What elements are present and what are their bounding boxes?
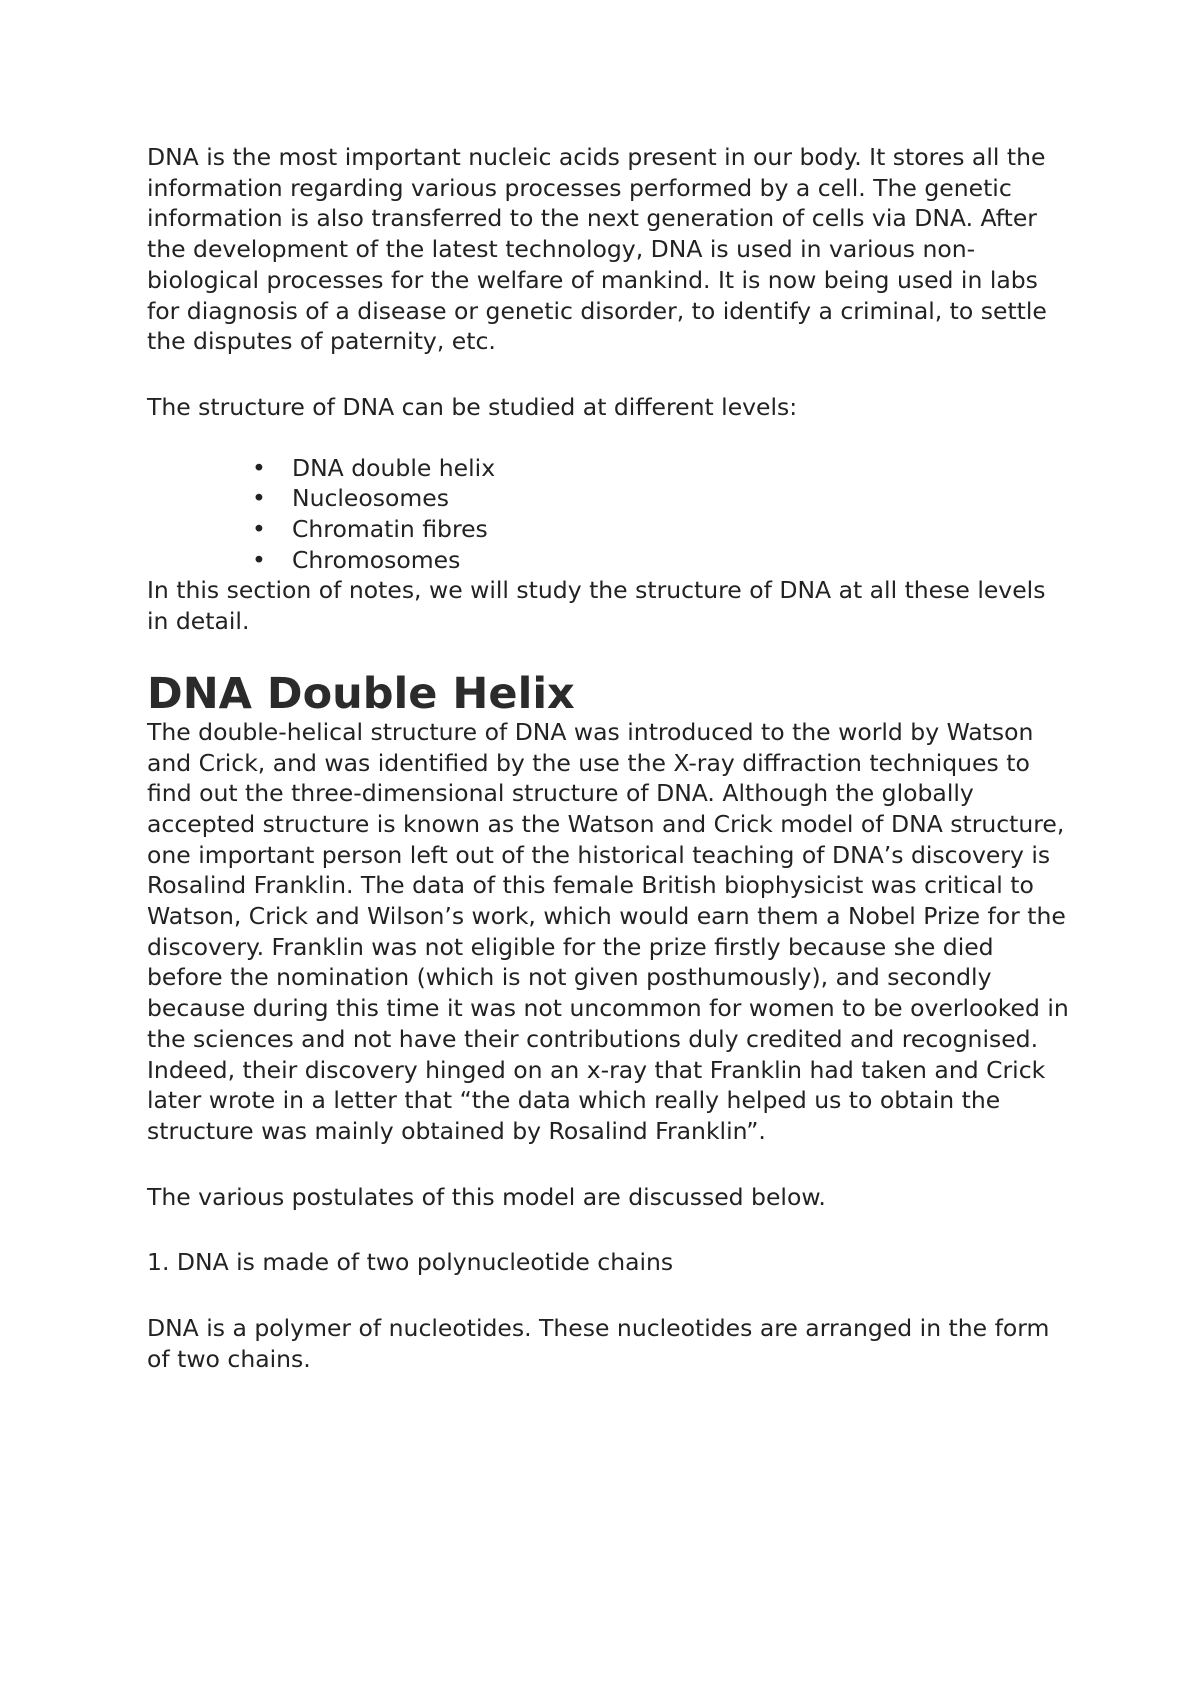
helix-paragraph: The double-helical structure of DNA was introduced to the world by Watson and Crick, and was identified by the use the X-ray diffraction techniques to find out the three-dimensional structure of DNA. Although the globally accepted structure is known as the Watson and Crick model of DNA structure, one important person left out of the historical teaching of DNA’s discovery is Rosalind Franklin. The data of this female British biophysicist was critical to Watson, Crick and Wilson’s work, which would earn them a Nobel Prize for the discovery. Franklin was not eligible for the prize firstly because she died before the nomination (which is not given posthumously), and secondly because during this time it was not uncommon for women to be overlooked in the sciences and not have their contributions duly credited and recognised. Indeed, their discovery hinged on an x-ray that Franklin had taken and Crick later wrote in a letter that “the data which really helped us to obtain the structure was mainly obtained by Rosalind Franklin”.: [147, 717, 1069, 1145]
bullet-icon: •: [252, 484, 266, 513]
list-item: [252, 514, 1072, 545]
list-item: [252, 545, 1072, 576]
document-page: [147, 142, 1072, 1375]
levels-intro: The structure of DNA can be studied at different levels:: [147, 392, 798, 421]
list-item-label: DNA double helix: [292, 453, 496, 482]
section-heading: DNA Double Helix: [147, 668, 575, 719]
bullet-icon: •: [252, 453, 266, 482]
list-item-label: Chromatin fibres: [292, 515, 488, 544]
bullet-icon: •: [252, 515, 266, 544]
levels-list: [147, 453, 1072, 576]
postulate-1-text: DNA is a polymer of nucleotides. These nucleotides are arranged in the form of two chains.: [147, 1314, 1050, 1373]
list-item-label: Nucleosomes: [292, 484, 449, 513]
list-item: [252, 483, 1072, 514]
intro-paragraph: DNA is the most important nucleic acids present in our body. It stores all the information regarding various processes performed by a cell. The genetic information is also transferred to the next generation of cells via DNA. After the development of the latest technology, DNA is used in various non-biological processes for the welfare of mankind. It is now being used in labs for diagnosis of a disease or genetic disorder, to identify a criminal, to settle the disputes of paternity, etc.: [147, 143, 1047, 356]
postulates-intro: The various postulates of this model are discussed below.: [147, 1182, 826, 1211]
levels-outro: In this section of notes, we will study the structure of DNA at all these levels in detail.: [147, 576, 1046, 636]
list-item-label: Chromosomes: [292, 545, 461, 574]
bullet-icon: •: [252, 545, 266, 574]
postulate-1-title: 1. DNA is made of two polynucleotide chains: [147, 1248, 674, 1277]
list-item: [252, 453, 1072, 484]
